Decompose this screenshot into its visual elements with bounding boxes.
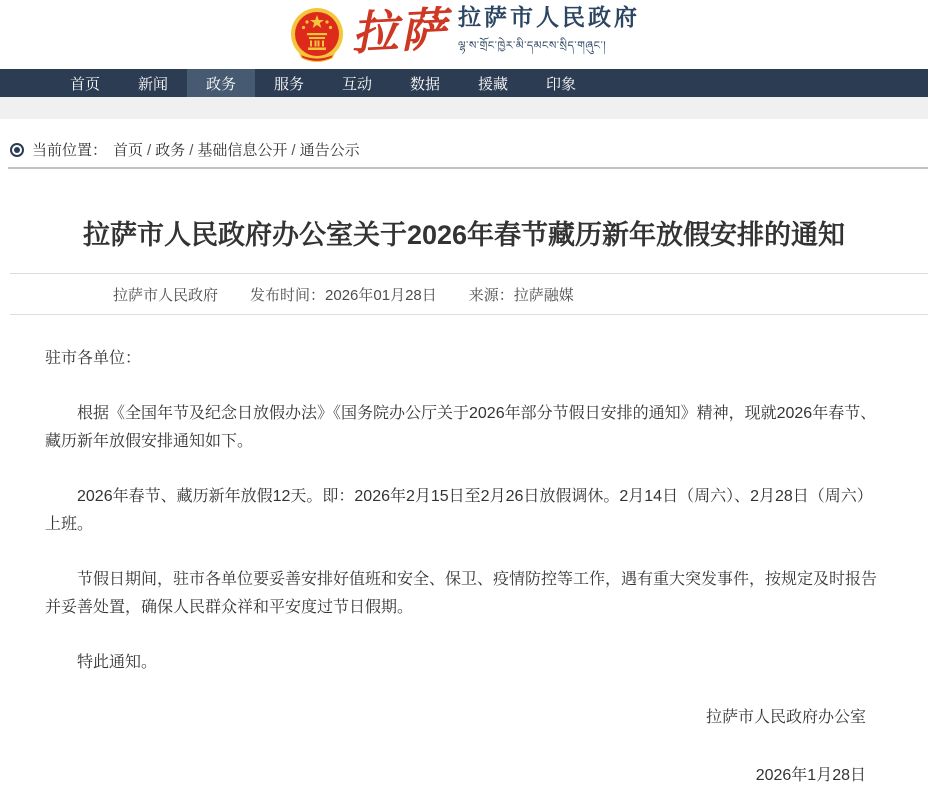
article-signature: 拉萨市人民政府办公室 bbox=[705, 709, 866, 726]
header-gray-strip bbox=[0, 97, 928, 119]
nav-item-aid-tibet[interactable]: 援藏 bbox=[477, 75, 508, 93]
breadcrumb-item-government[interactable]: 政务 bbox=[155, 142, 186, 159]
main-nav bbox=[0, 69, 928, 97]
meta-origin: 来源：拉萨融媒 bbox=[468, 286, 574, 304]
nav-item-data[interactable]: 数据 bbox=[409, 75, 440, 93]
breadcrumb-item-public-notices[interactable]: 通告公示 bbox=[299, 142, 360, 159]
article-body bbox=[0, 315, 928, 790]
article-paragraphs bbox=[45, 400, 883, 677]
article-meta-bar bbox=[10, 273, 928, 315]
breadcrumb-item-home[interactable]: 首页 bbox=[113, 142, 144, 159]
breadcrumb-item-basic-info-disclosure[interactable]: 基础信息公开 bbox=[197, 142, 288, 159]
national-emblem-icon bbox=[288, 6, 346, 64]
breadcrumb-separator: / bbox=[291, 142, 296, 159]
site-title-tibetan: ལྷ་ས་གྲོང་ཁྱེར་མི་དམངས་སྲིད་གཞུང་། bbox=[458, 40, 607, 53]
nav-item-interaction[interactable]: 互动 bbox=[341, 75, 372, 93]
site-logo[interactable] bbox=[288, 5, 640, 64]
site-header bbox=[0, 0, 928, 69]
nav-item-news[interactable]: 新闻 bbox=[137, 75, 168, 93]
article bbox=[0, 215, 928, 790]
lhasa-calligraphy-logo: 拉萨 bbox=[350, 3, 450, 60]
article-salutation: 驻市各单位： bbox=[45, 350, 142, 367]
site-title: 拉萨市人民政府 bbox=[458, 4, 640, 30]
breadcrumb-separator: / bbox=[147, 142, 152, 159]
breadcrumb-separator: / bbox=[189, 142, 194, 159]
meta-publish-time: 发布时间：2026年01月28日 bbox=[250, 286, 437, 304]
nav-item-services[interactable]: 服务 bbox=[273, 75, 304, 93]
article-title: 拉萨市人民政府办公室关于2026年春节藏历新年放假安排的通知 bbox=[82, 220, 846, 250]
article-paragraph: 节假日期间，驻市各单位要妥善安排好值班和安全、保卫、疫情防控等工作，遇有重大突发事件，按规定及时报告并妥善处置，确保人民群众祥和平安度过节日假期。 bbox=[45, 571, 878, 616]
breadcrumb-label: 当前位置： bbox=[32, 142, 108, 159]
location-bullet-icon bbox=[10, 143, 24, 157]
article-paragraph: 特此通知。 bbox=[77, 654, 158, 671]
article-sign-date: 2026年1月28日 bbox=[755, 767, 866, 784]
meta-source-site: 拉萨市人民政府 bbox=[113, 286, 219, 304]
breadcrumb-divider bbox=[8, 167, 928, 169]
nav-item-government[interactable]: 政务 bbox=[187, 69, 255, 97]
nav-item-impression[interactable]: 印象 bbox=[545, 75, 576, 93]
article-paragraph: 根据《全国年节及纪念日放假办法》《国务院办公厅关于2026年部分节假日安排的通知》精神，现就2026年春节、藏历新年放假安排通知如下。 bbox=[45, 405, 877, 450]
breadcrumb bbox=[0, 140, 928, 159]
article-paragraph: 2026年春节、藏历新年放假12天。即：2026年2月15日至2月26日放假调休。2月14日（周六）、2月28日（周六）上班。 bbox=[45, 488, 873, 533]
nav-item-home[interactable]: 首页 bbox=[69, 75, 100, 93]
site-title-block bbox=[458, 5, 640, 64]
breadcrumb-path bbox=[113, 139, 360, 160]
